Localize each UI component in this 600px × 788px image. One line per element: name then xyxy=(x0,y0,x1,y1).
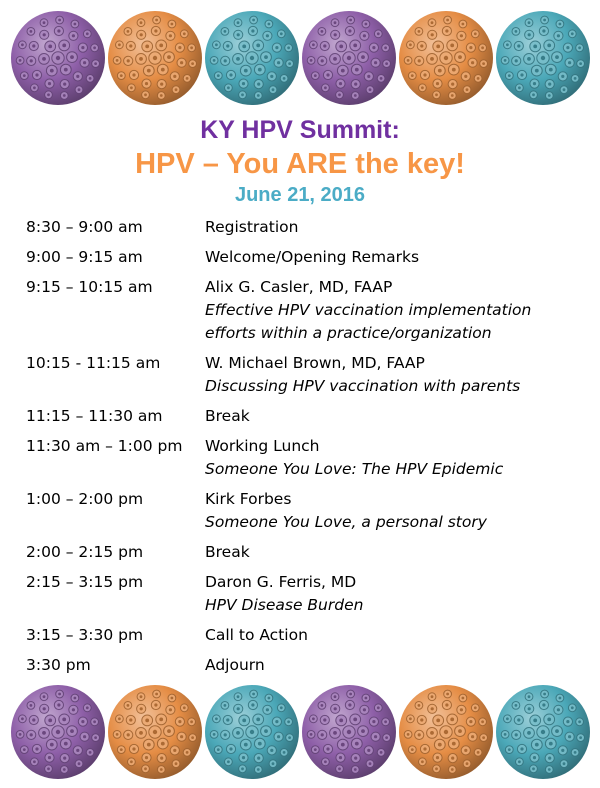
agenda-row xyxy=(26,276,586,345)
agenda-description xyxy=(205,216,586,239)
summit-tagline: HPV – You ARE the key! xyxy=(135,148,465,180)
hpv-virus-sphere-icon xyxy=(8,678,108,786)
agenda-session-title: Kirk Forbes xyxy=(205,490,292,508)
agenda-description xyxy=(205,488,586,534)
agenda-row xyxy=(26,216,586,239)
agenda-row xyxy=(26,435,586,481)
agenda-description xyxy=(205,352,586,398)
header xyxy=(0,114,600,208)
hpv-virus-sphere-icon xyxy=(299,678,399,786)
agenda-time: 2:15 – 3:15 pm xyxy=(26,573,144,591)
agenda-schedule xyxy=(26,216,586,684)
hpv-virus-sphere-icon xyxy=(396,4,496,112)
hpv-virus-sphere-icon xyxy=(202,4,302,112)
agenda-row xyxy=(26,246,586,269)
hpv-virus-sphere-icon xyxy=(105,4,205,112)
agenda-time: 8:30 – 9:00 am xyxy=(26,218,143,236)
agenda-session-title: Working Lunch xyxy=(205,437,320,455)
hpv-virus-sphere-icon xyxy=(105,678,205,786)
agenda-session-title: Alix G. Casler, MD, FAAP xyxy=(205,278,393,296)
agenda-session-title: Daron G. Ferris, MD xyxy=(205,573,357,591)
agenda-session-title: Break xyxy=(205,407,250,425)
agenda-description xyxy=(205,435,586,481)
agenda-row xyxy=(26,488,586,534)
hpv-virus-sphere-icon xyxy=(202,678,302,786)
agenda-description xyxy=(205,405,586,428)
summit-date: June 21, 2016 xyxy=(234,184,366,206)
agenda-time: 10:15 - 11:15 am xyxy=(26,354,161,372)
hpv-virus-sphere-icon xyxy=(396,678,496,786)
hpv-virus-sphere-icon xyxy=(8,4,108,112)
agenda-session-title: Registration xyxy=(205,218,299,236)
hpv-virus-sphere-icon xyxy=(493,678,593,786)
agenda-description xyxy=(205,276,586,345)
hpv-virus-sphere-icon xyxy=(299,4,399,112)
agenda-session-title: Break xyxy=(205,543,250,561)
agenda-time: 3:15 – 3:30 pm xyxy=(26,626,144,644)
agenda-session-title: Call to Action xyxy=(205,626,308,644)
agenda-row xyxy=(26,352,586,398)
top-virus-border xyxy=(0,4,600,114)
agenda-description xyxy=(205,654,586,677)
agenda-row xyxy=(26,624,586,647)
agenda-row xyxy=(26,541,586,564)
agenda-time: 9:00 – 9:15 am xyxy=(26,248,143,266)
summit-title: KY HPV Summit: xyxy=(200,116,400,144)
agenda-description xyxy=(205,246,586,269)
agenda-row xyxy=(26,405,586,428)
agenda-time: 11:30 am – 1:00 pm xyxy=(26,437,183,455)
agenda-time: 1:00 – 2:00 pm xyxy=(26,490,144,508)
agenda-time: 11:15 – 11:30 am xyxy=(26,407,163,425)
agenda-row xyxy=(26,654,586,677)
agenda-session-subtitle: Someone You Love, a personal story xyxy=(205,513,487,531)
agenda-session-title: Adjourn xyxy=(205,656,265,674)
agenda-session-subtitle: HPV Disease Burden xyxy=(205,596,364,614)
agenda-session-title: W. Michael Brown, MD, FAAP xyxy=(205,354,425,372)
agenda-session-title: Welcome/Opening Remarks xyxy=(205,248,420,266)
hpv-virus-sphere-icon xyxy=(493,4,593,112)
agenda-session-subtitle: Effective HPV vaccination implementation efforts within a practice/organization xyxy=(205,301,532,342)
bottom-virus-border xyxy=(0,678,600,788)
agenda-time: 3:30 pm xyxy=(26,656,91,674)
agenda-description xyxy=(205,571,586,617)
agenda-row xyxy=(26,571,586,617)
agenda-description xyxy=(205,624,586,647)
agenda-time: 9:15 – 10:15 am xyxy=(26,278,153,296)
agenda-session-subtitle: Someone You Love: The HPV Epidemic xyxy=(205,460,504,478)
agenda-session-subtitle: Discussing HPV vaccination with parents xyxy=(205,377,521,395)
agenda-time: 2:00 – 2:15 pm xyxy=(26,543,144,561)
agenda-description xyxy=(205,541,586,564)
